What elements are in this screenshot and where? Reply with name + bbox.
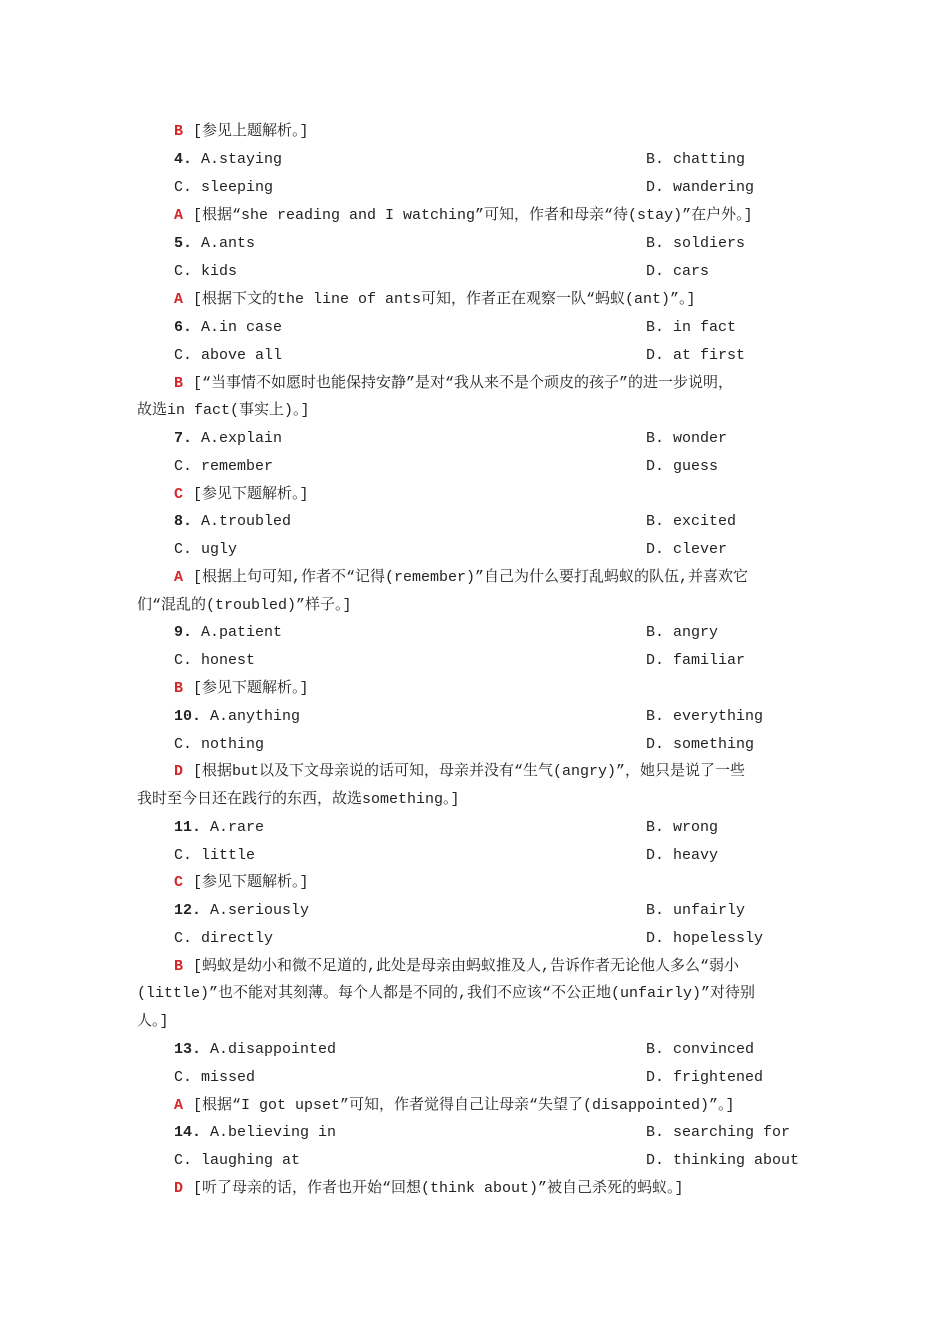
answer-line [174,1096,735,1116]
question-row [174,818,719,838]
option-a: A.disappointed [210,1041,337,1058]
answer-line [174,873,309,893]
answer-line [174,374,733,394]
option-row [174,540,728,560]
option-row [174,346,746,366]
option-d: D. guess [646,458,719,475]
question-number: 14. [174,1124,202,1141]
option-b: B. soldiers [646,235,746,252]
answer-explanation: [参见下题解析。] [193,874,309,891]
question-row [174,707,764,727]
question-row [174,429,728,449]
option-d: D. clever [646,541,728,558]
answer-letter: D [174,1180,184,1197]
option-d: D. at first [646,347,746,364]
question-row [174,623,719,643]
option-b: B. wonder [646,430,728,447]
option-c: C. missed [174,1069,256,1086]
question-number: 4. [174,151,193,168]
option-a: A.anything [210,708,301,725]
option-c: C. above all [174,347,283,364]
answer-letter: B [174,123,184,140]
option-c: C. directly [174,930,274,947]
option-c: C. honest [174,652,256,669]
answer-letter: B [174,680,184,697]
question-row [174,1123,791,1143]
answer-explanation: [根据下文的the line of ants可知，作者正在观察一队“蚂蚁(ant)”。] [193,291,696,308]
option-d: D. frightened [646,1069,764,1086]
option-a: A.rare [210,819,265,836]
answer-explanation-cont: 们“混乱的(troubled)”样子。] [137,597,352,614]
question-row [174,901,746,921]
answer-letter: B [174,958,184,975]
option-a: A.in case [201,319,283,336]
answer-explanation: [“当事情不如愿时也能保持安静”是对“我从来不是个顽皮的孩子”的进一步说明， [193,375,734,392]
answer-explanation-cont: (little)”也不能对其刻薄。每个人都是不同的,我们不应该“不公正地(unfairly)”对待别 [137,985,756,1002]
answer-explanation: [根据“she reading and I watching”可知，作者和母亲“待(stay)”在户外。] [193,207,753,224]
answer-explanation-cont: 人。] [137,1013,169,1030]
option-c: C. kids [174,263,238,280]
option-b: B. in fact [646,319,737,336]
option-b: B. everything [646,708,764,725]
option-d: D. heavy [646,847,719,864]
answer-explanation: [蚂蚁是幼小和微不足道的,此处是母亲由蚂蚁推及人,告诉作者无论他人多么“弱小 [193,958,740,975]
answer-line [174,1179,684,1199]
option-c: C. sleeping [174,179,274,196]
option-row [174,178,755,198]
option-row [174,929,764,949]
answer-explanation: [根据but以及下文母亲说的话可知，母亲并没有“生气(angry)”，她只是说了一些 [193,763,746,780]
option-a: A.ants [201,235,256,252]
question-number: 13. [174,1041,202,1058]
answer-letter: A [174,291,184,308]
option-c: C. laughing at [174,1152,301,1169]
option-c: C. nothing [174,736,265,753]
option-b: B. angry [646,624,719,641]
answer-explanation: [参见下题解析。] [193,486,309,503]
option-row [174,1068,764,1088]
option-b: B. convinced [646,1041,755,1058]
question-number: 5. [174,235,193,252]
option-b: B. wrong [646,819,719,836]
option-b: B. searching for [646,1124,791,1141]
option-d: D. thinking about [646,1152,800,1169]
question-row [174,150,746,170]
option-d: D. wandering [646,179,755,196]
option-row [174,735,755,755]
option-c: C. little [174,847,256,864]
answer-letter: A [174,207,184,224]
answer-explanation-cont: 我时至今日还在践行的东西，故选something。] [137,791,460,808]
answer-explanation: [根据“I got upset”可知，作者觉得自己让母亲“失望了(disappointed)”。] [193,1097,735,1114]
answer-line [174,206,753,226]
question-number: 9. [174,624,193,641]
option-c: C. remember [174,458,274,475]
answer-explanation: [参见上题解析。] [193,123,309,140]
answer-line [174,762,745,782]
option-a: A.staying [201,151,283,168]
question-number: 6. [174,319,193,336]
option-b: B. unfairly [646,902,746,919]
question-number: 12. [174,902,202,919]
answer-letter: A [174,1097,184,1114]
answer-letter: C [174,486,184,503]
option-d: D. hopelessly [646,930,764,947]
question-row [174,1040,755,1060]
question-row [174,234,746,254]
answer-letter: C [174,874,184,891]
question-row [174,512,737,532]
option-row [174,262,710,282]
answer-line [174,568,748,588]
answer-letter: A [174,569,184,586]
answer-explanation: [根据上句可知,作者不“记得(remember)”自己为什么要打乱蚂蚁的队伍,并喜欢它 [193,569,749,586]
option-d: D. something [646,736,755,753]
question-number: 8. [174,513,193,530]
question-number: 7. [174,430,193,447]
answer-line [174,679,309,699]
option-d: D. cars [646,263,710,280]
question-number: 10. [174,708,202,725]
option-a: A.troubled [201,513,292,530]
answer-line [174,290,696,310]
option-row [174,1151,800,1171]
answer-line [174,485,309,505]
question-number: 11. [174,819,202,836]
option-b: B. chatting [646,151,746,168]
option-a: A.seriously [210,902,310,919]
option-b: B. excited [646,513,737,530]
option-a: A.patient [201,624,283,641]
answer-letter: B [174,375,184,392]
answer-letter: D [174,763,184,780]
question-row [174,318,737,338]
option-a: A.believing in [210,1124,337,1141]
option-d: D. familiar [646,652,746,669]
answer-explanation-cont: 故选in fact(事实上)。] [137,402,310,419]
option-c: C. ugly [174,541,238,558]
option-row [174,651,746,671]
answer-explanation: [参见下题解析。] [193,680,309,697]
option-a: A.explain [201,430,283,447]
answer-line [174,122,309,142]
answer-line [174,957,739,977]
answer-explanation: [听了母亲的话，作者也开始“回想(think about)”被自己杀死的蚂蚁。] [193,1180,684,1197]
option-row [174,457,719,477]
option-row [174,846,719,866]
